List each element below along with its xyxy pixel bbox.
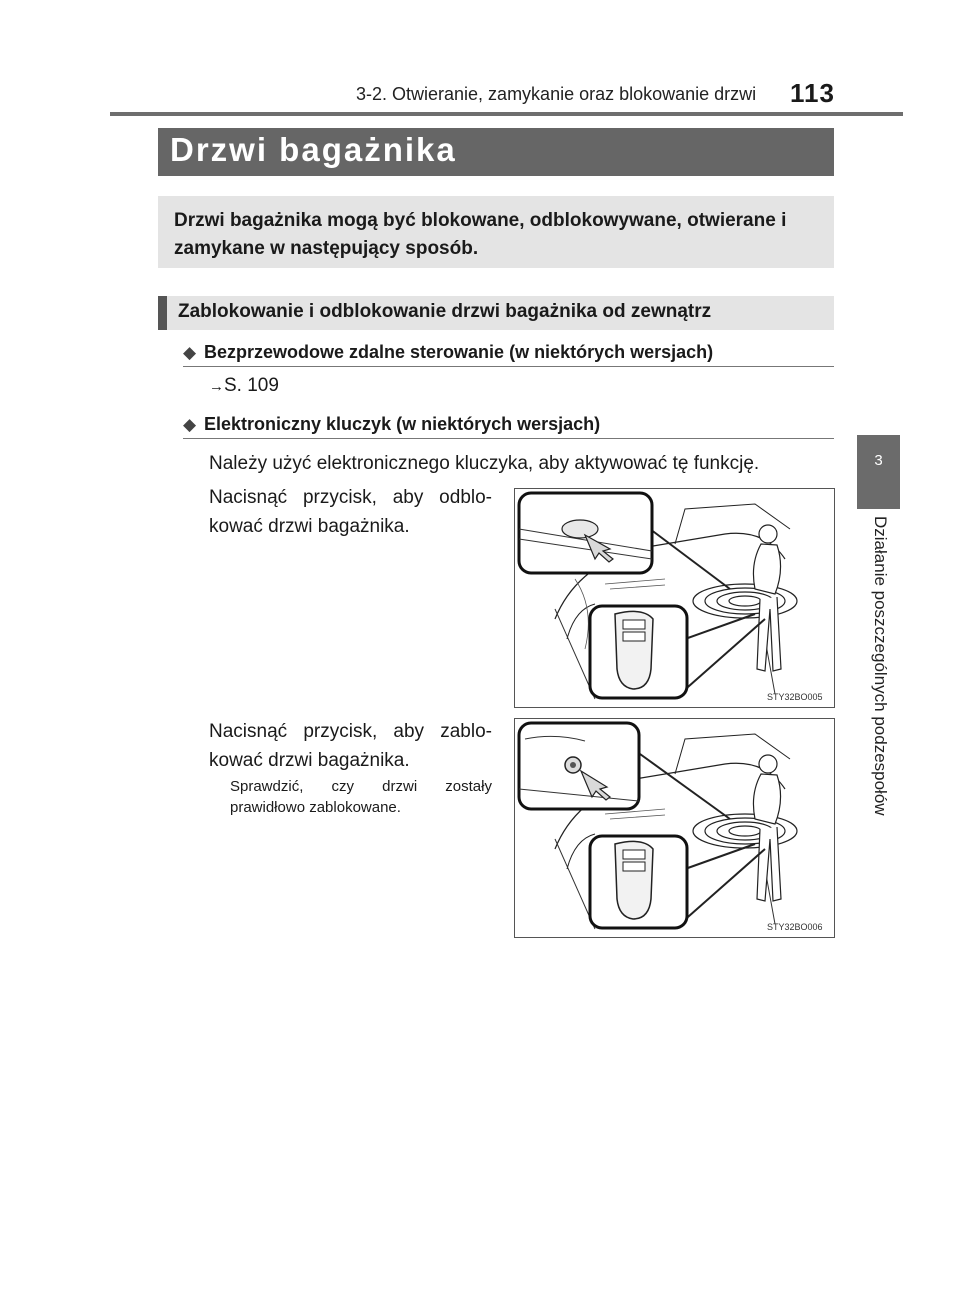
page-title: Drzwi bagażnika: [170, 131, 457, 168]
chapter-number: 3: [874, 452, 883, 469]
step-2-note-line-1: Sprawdzić, czy drzwi zostały: [230, 778, 492, 795]
illustration-lock: [515, 719, 834, 937]
diamond-bullet-icon: ◆: [183, 415, 197, 434]
figure-code: STY32BO005: [767, 692, 823, 702]
page-number: 113: [790, 78, 835, 108]
step-2-note-line-2: prawidłowo zablokowane.: [230, 799, 401, 816]
cross-reference: [209, 371, 279, 401]
item-rule: [183, 438, 834, 439]
arrow-icon: →: [209, 378, 224, 395]
intro-text: Drzwi bagażnika mogą być blokowane, odblokowywane, otwierane i zamykane w następujący sposób.: [174, 210, 787, 259]
item-title-remote: Bezprzewodowe zdalne sterowanie (w niektórych wersjach): [204, 342, 714, 362]
item-text-smart-key: Należy użyć elektronicznego kluczyka, aby aktywować tę funkcję.: [209, 453, 760, 474]
item-title-smart-key: Elektroniczny kluczyk (w niektórych wersjach): [204, 414, 601, 434]
figure-lock: [514, 718, 835, 938]
illustration-unlock: [515, 489, 834, 707]
item-rule: [183, 366, 834, 367]
step-2-line-2: kować drzwi bagażnika.: [209, 750, 410, 771]
step-1-line-1: Nacisnąć przycisk, aby odblo-: [209, 487, 492, 508]
running-header: 3-2. Otwieranie, zamykanie oraz blokowanie drzwi: [356, 84, 757, 104]
subsection-title: Zablokowanie i odblokowanie drzwi bagażnika od zewnątrz: [178, 301, 712, 322]
chapter-tab: [857, 435, 900, 509]
header-rule: [110, 112, 903, 116]
subsection-marker: [158, 296, 167, 330]
figure-code: STY32BO006: [767, 922, 823, 932]
diamond-bullet-icon: ◆: [183, 343, 197, 362]
chapter-label: Działanie poszczególnych podzespołów: [871, 516, 890, 816]
step-1-line-2: kować drzwi bagażnika.: [209, 516, 410, 537]
figure-unlock: [514, 488, 835, 708]
reference-text[interactable]: S. 109: [224, 375, 279, 396]
step-2-line-1: Nacisnąć przycisk, aby zablo-: [209, 721, 492, 742]
